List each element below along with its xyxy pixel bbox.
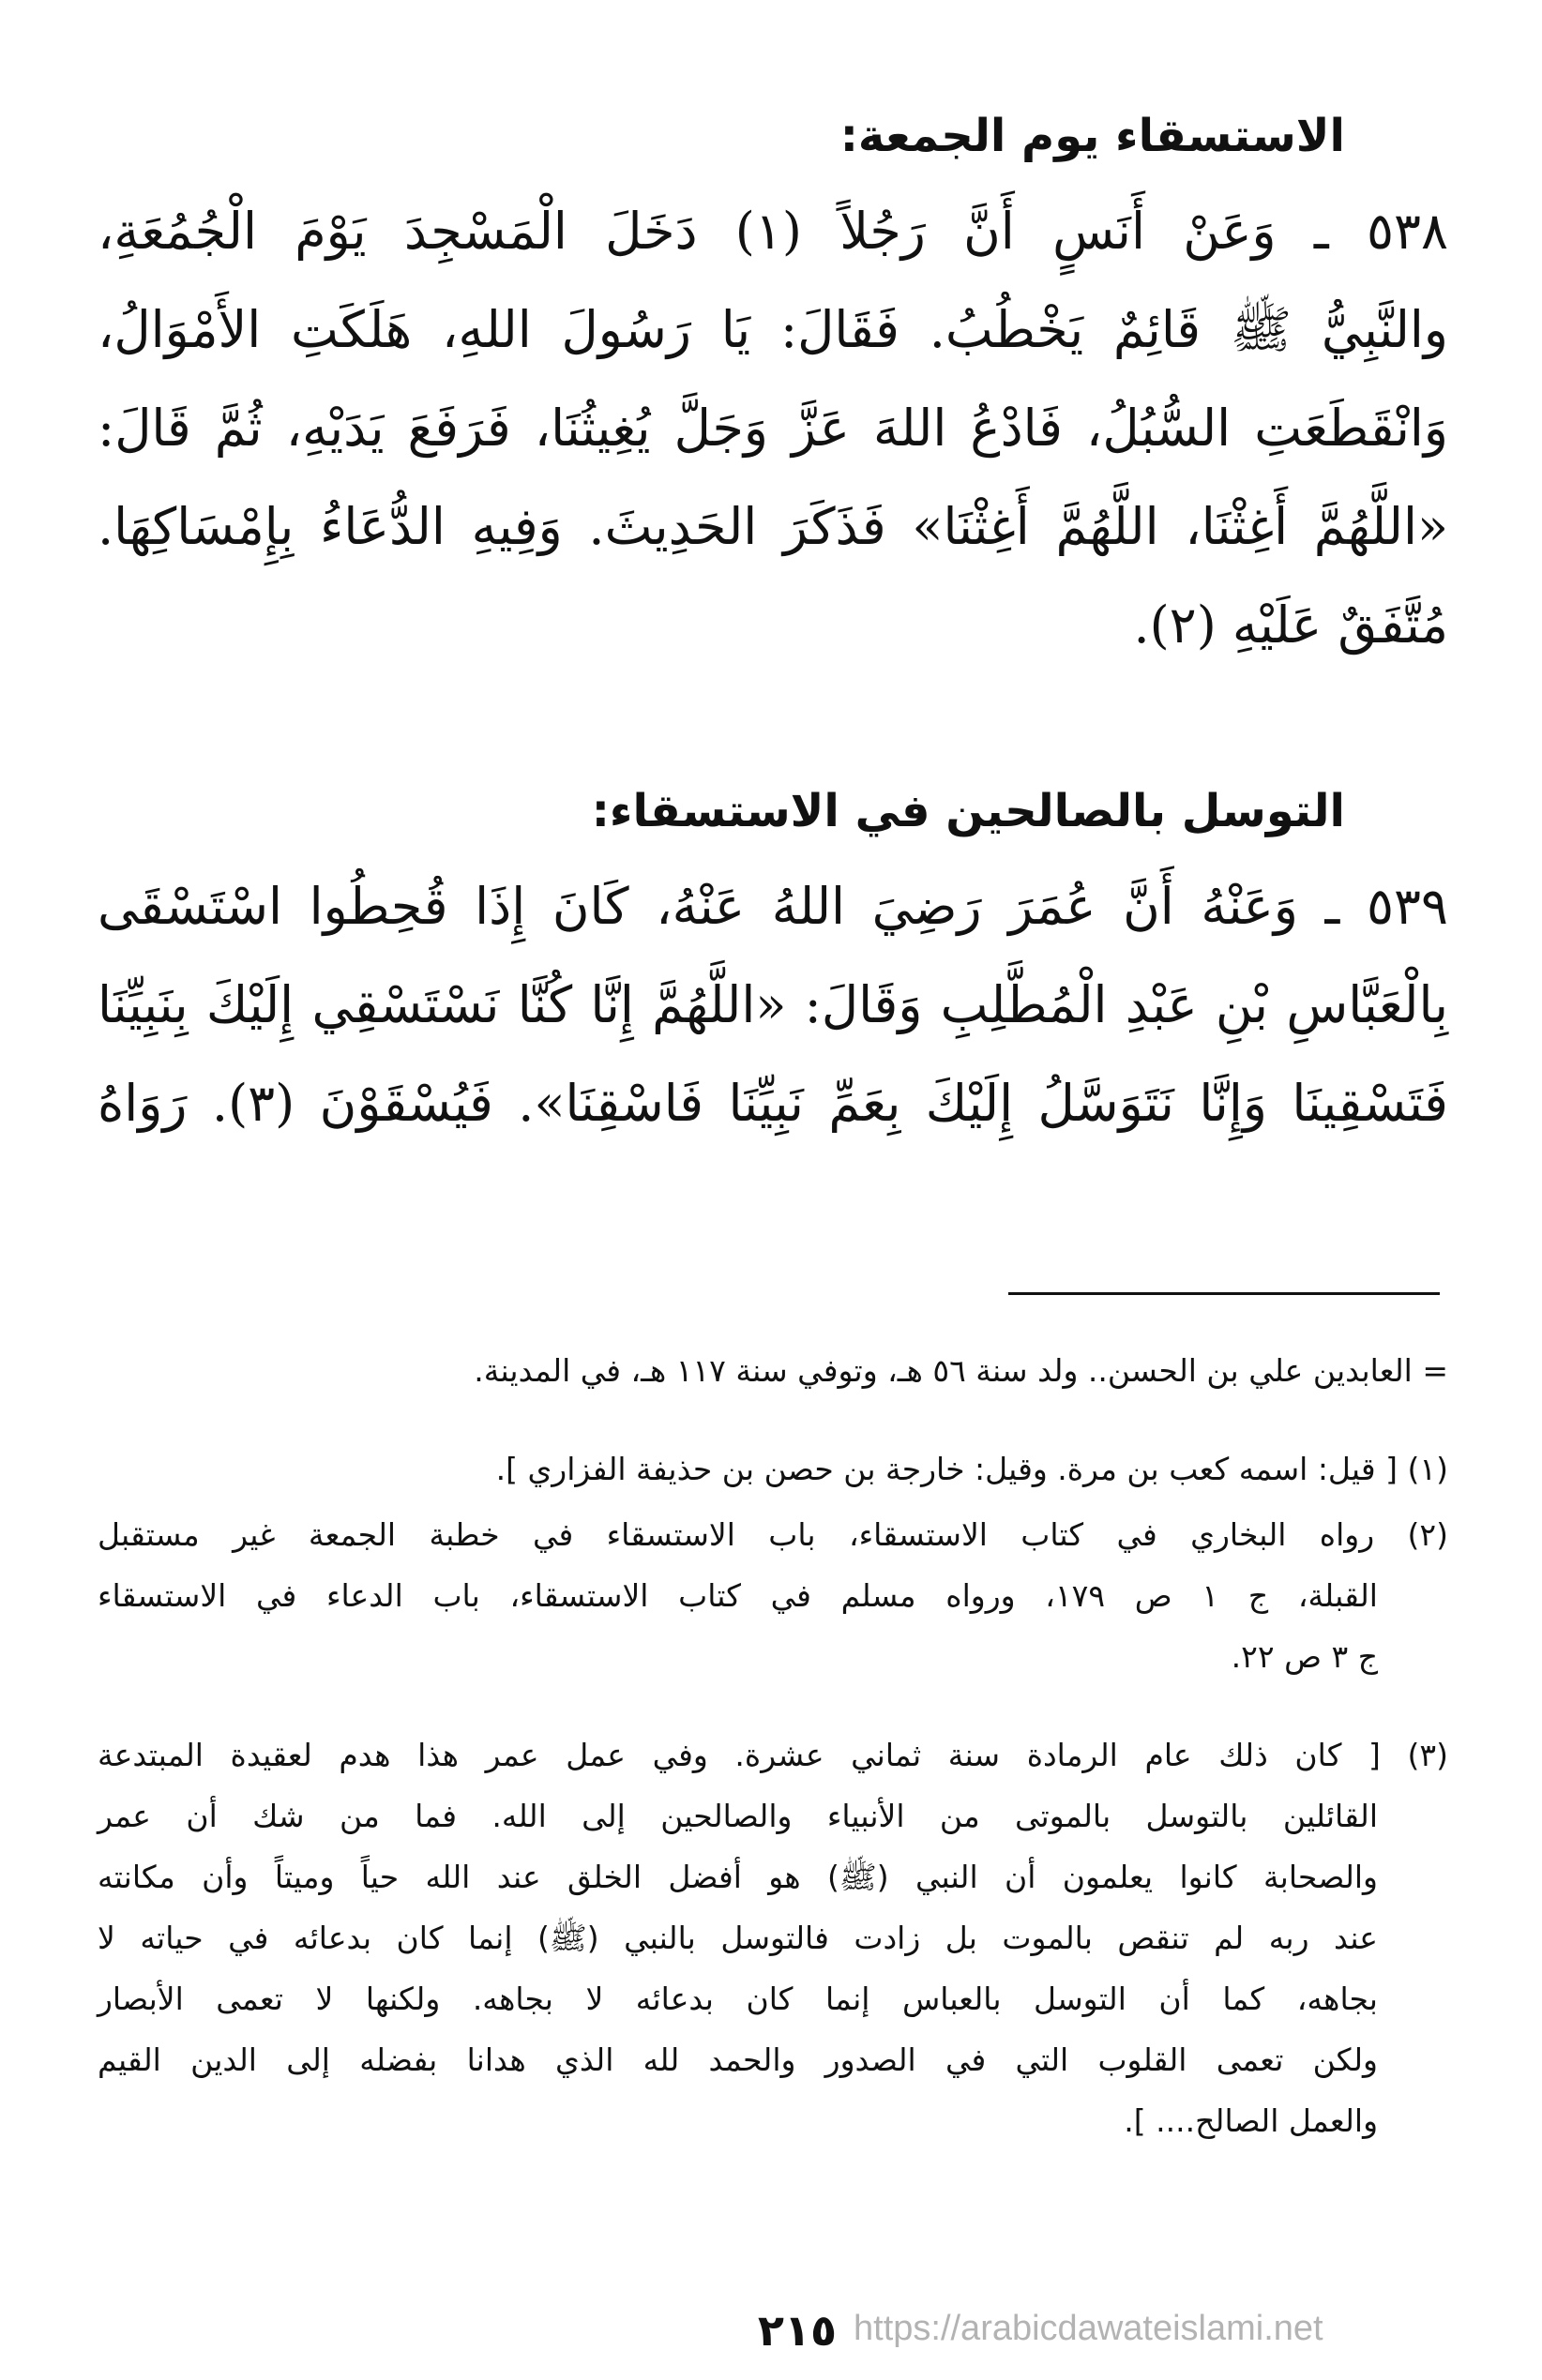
footnote-1: (١) [ قيل: اسمه كعب بن مرة. وقيل: خارجة بن حصن بن حذيفة الفزاري ].	[495, 1451, 1448, 1487]
footnote-2-line-2: القبلة، ج ١ ص ١٧٩، ورواه مسلم في كتاب الاستسقاء، باب الدعاء في الاستسقاء	[98, 1577, 1378, 1614]
footnote-2-line-3: ج ٣ ص ٢٢.	[1231, 1638, 1378, 1675]
footnote-3-line-4: عند ربه لم تنقص بالموت بل زادت فالتوسل بالنبي (ﷺ) إنما كان بدعائه في حياته لا	[98, 1920, 1378, 1956]
footnote-continuation: = العابدين علي بن الحسن.. ولد سنة ٥٦ هـ، وتوفي سنة ١١٧ هـ، في المدينة.	[474, 1352, 1448, 1389]
section-heading-rain-prayer-friday: الاستسقاء يوم الجمعة:	[839, 110, 1345, 162]
hadith-538-line-4: «اللَّهُمَّ أَغِثْنَا، اللَّهُمَّ أَغِثْنَا» فَذَكَرَ الحَدِيثَ. وَفِيهِ الدُّعَاءُ بِإِمْسَاكِهَا.	[98, 497, 1448, 556]
footnote-separator	[1008, 1292, 1440, 1295]
footnote-3-line-6: ولكن تعمى القلوب التي في الصدور والحمد لله الذي هدانا بفضله إلى الدين القيم	[98, 2041, 1378, 2078]
footnote-3-line-7: والعمل الصالح.... ].	[1124, 2102, 1378, 2139]
hadith-539-line-1: ٥٣٩ ـ وَعَنْهُ أَنَّ عُمَرَ رَضِيَ اللهُ عَنْهُ، كَانَ إِذَا قُحِطُوا اسْتَسْقَى	[98, 877, 1448, 936]
hadith-539-line-2: بِالْعَبَّاسِ بْنِ عَبْدِ الْمُطَّلِبِ وَقَالَ: «اللَّهُمَّ إِنَّا كُنَّا نَسْتَسْقِي إِلَيْكَ بِنَبِيِّنَا	[98, 975, 1448, 1034]
hadith-538-line-5: مُتَّفَقٌ عَلَيْهِ (٢).	[1133, 595, 1448, 655]
footnote-3-line-5: بجاهه، كما أن التوسل بالعباس إنما كان بدعائه لا بجاهه. ولكنها لا تعمى الأبصار	[98, 1981, 1378, 2017]
hadith-538-line-3: وَانْقَطَعَتِ السُّبُلُ، فَادْعُ اللهَ عَزَّ وَجَلَّ يُغِيثُنَا، فَرَفَعَ يَدَيْهِ، ثُمَّ قَالَ:	[98, 399, 1448, 458]
footnote-3-line-2: القائلين بالتوسل بالموتى من الأنبياء والصالحين إلى الله. فما من شك أن عمر	[98, 1798, 1378, 1834]
footnote-3-line-3: والصحابة كانوا يعلمون أن النبي (ﷺ) هو أفضل الخلق عند الله حياً وميتاً وأن مكانته	[98, 1859, 1378, 1895]
page-number: ٢١٥	[757, 2305, 838, 2356]
watermark-url: https://arabicdawateislami.net	[854, 2309, 1323, 2348]
hadith-538-line-1: ٥٣٨ ـ وَعَنْ أَنَسٍ أَنَّ رَجُلاً (١) دَخَلَ الْمَسْجِدَ يَوْمَ الْجُمُعَةِ،	[98, 202, 1448, 261]
hadith-538-line-2: والنَّبِيُّ ﷺ قَائِمٌ يَخْطُبُ. فَقَالَ: يَا رَسُولَ اللهِ، هَلَكَتِ الأَمْوَالُ،	[98, 300, 1448, 359]
footnote-2-line-1: (٢) رواه البخاري في كتاب الاستسقاء، باب الاستسقاء في خطبة الجمعة غير مستقبل	[98, 1516, 1448, 1553]
section-heading-intercession: التوسل بالصالحين في الاستسقاء:	[591, 785, 1345, 837]
footnote-3-line-1: (٣) [ كان ذلك عام الرمادة سنة ثماني عشرة. وفي عمل عمر هذا هدم لعقيدة المبتدعة	[98, 1737, 1448, 1773]
hadith-539-line-3: فَتَسْقِينَا وَإِنَّا نَتَوَسَّلُ إِلَيْكَ بِعَمِّ نَبِيِّنَا فَاسْقِنَا». فَيُسْقَوْنَ (٣). رَوَاهُ	[98, 1074, 1448, 1133]
